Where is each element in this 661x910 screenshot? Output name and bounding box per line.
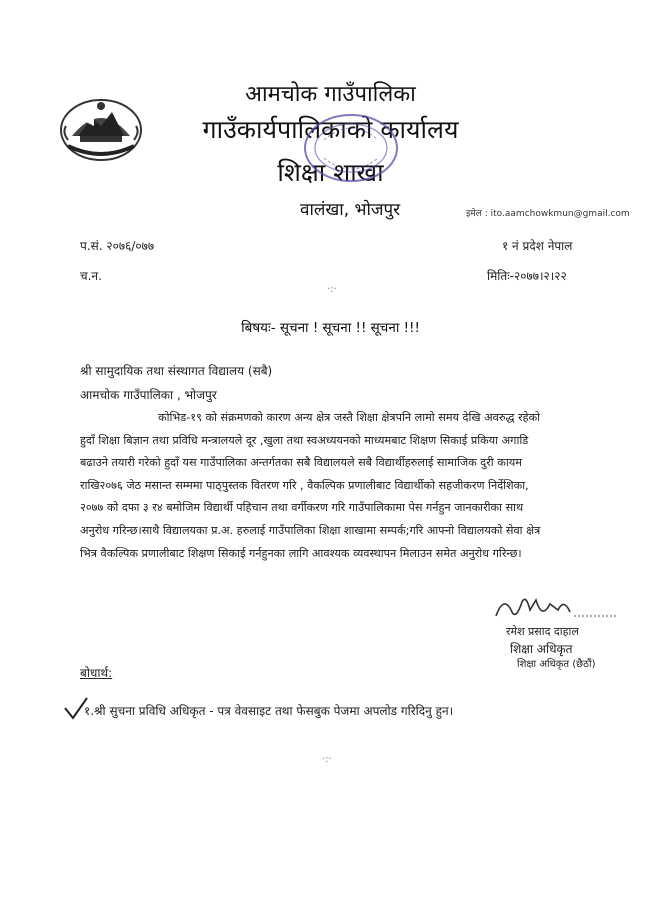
- body-line: भित्र वैकल्पिक प्रणालीबाट शिक्षण सिकाई गर्नहुनका लागि आवश्यक व्यवस्थापन मिलाउन समेत अनुरोध गरिन्छ।: [80, 547, 522, 560]
- municipality-name: आमचोक गाउँपालिका: [245, 82, 416, 107]
- province-label: १ नं प्रदेश नेपाल: [502, 239, 573, 253]
- recipient-line-2: आमचोक गाउँपालिका , भोजपुर: [80, 388, 217, 402]
- handwritten-signature-icon: [490, 590, 620, 624]
- body-line: कोभिड-१९ को संक्रमणको कारण अन्य क्षेत्र जस्तै शिक्षा क्षेत्रपनि लामो समय देखि अवरुद्ध रहेको: [158, 411, 541, 424]
- scan-speck: ·:·: [327, 284, 337, 295]
- dispatch-number-label: च.न.: [80, 269, 102, 283]
- email-address: इमेल : ito.aamchowkmun@gmail.com: [466, 209, 630, 219]
- signatory-name: रमेश प्रसाद दाहाल: [506, 625, 579, 638]
- office-name: गाउँकार्यपालिकाको कार्यालय: [202, 115, 459, 144]
- body-line: राखि२०७६ जेठ मसान्त सम्ममा पाठ्पुस्तक वितरण गरि , वैकल्पिक प्रणालीबाट विद्यार्थीको सहजीकरण निर्देशिका,: [80, 479, 529, 492]
- body-line: २०७७ को दफा ३ र४ बमोजिम विद्यार्थी पहिचान तथा वर्गीकरण गरि गाउँपालिकामा पेस गर्नहुन जानकारीका साथ: [80, 501, 524, 514]
- body-line: बढाउने तयारी गरेको हुदाँ यस गाउँपालिका अन्तर्गतका सबै विद्यालयले सबै विद्यार्थीहरुलाई सामाजिक दुरी कायम: [80, 456, 522, 469]
- scan-speck: ·:·: [322, 754, 332, 765]
- reference-number: प.सं. २०७६/०७७: [80, 239, 155, 253]
- body-line: हुदाँ शिक्षा बिज्ञान तथा प्रविधि मन्त्रालयले दूर ,खुला तथा स्वअध्ययनको माध्यमबाट शिक्षण सिकाई प्रकिया अगाडि: [80, 434, 529, 447]
- section-name: शिक्षा शाखा: [277, 158, 384, 187]
- letter-subject: बिषयः- सूचना ! सूचना !! सूचना !!!: [241, 320, 420, 336]
- recipient-line-1: श्री सामुदायिक तथा संस्थागत विद्यालय (सबै): [80, 364, 273, 378]
- signatory-designation-sub: शिक्षा अधिकृत (छैठौं): [517, 659, 596, 670]
- signatory-designation: शिक्षा अधिकृत: [510, 642, 573, 656]
- cc-heading: बोधार्थ:: [80, 666, 113, 680]
- body-line: अनुरोध गरिन्छ।साथै विद्यालयका प्र.अ. हरुलाई गाउँपालिका शिक्षा शाखामा सम्पर्क;गरि आफ्नो विद्यालयको सेवा क्षेत्र: [80, 524, 541, 537]
- office-stamp-icon: [300, 110, 402, 186]
- cc-item: १.श्री सुचना प्रविधि अधिकृत - पत्र वेवसाइट तथा फेसबुक पेजमा अपलोड गरिदिनु हुन।: [84, 704, 454, 718]
- letter-date: मितिः-२०७७।२।२२: [487, 269, 567, 283]
- address: वालंखा, भोजपुर: [300, 200, 401, 220]
